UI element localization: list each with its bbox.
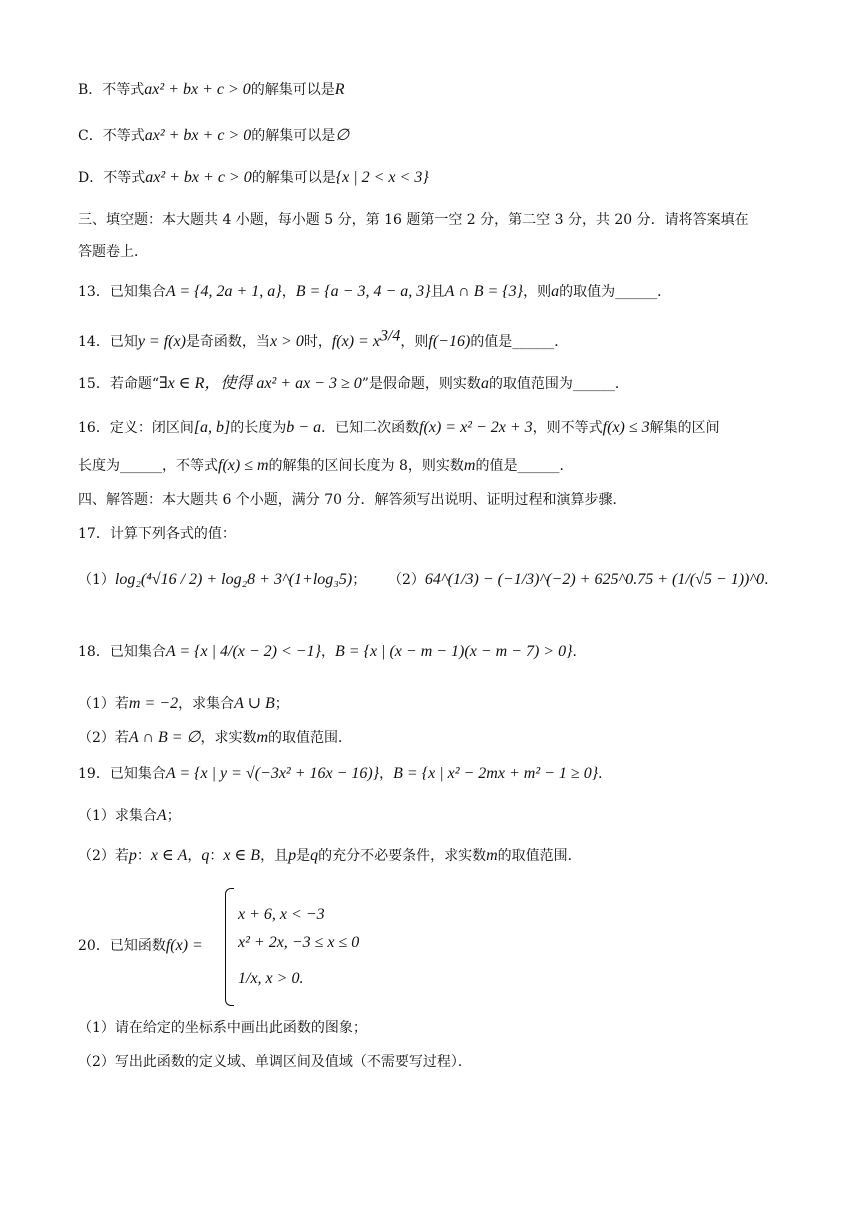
question-20-part-1: （1）请在给定的坐标系中画出此函数的图象； xyxy=(78,1020,367,1036)
question-18-part-1: （1）若m = −2，求集合A ∪ B； xyxy=(78,695,289,712)
case-1: x + 6, x < −3 xyxy=(238,906,325,923)
section-3-heading-cont: 答题卷上． xyxy=(78,244,148,260)
question-14: 14．已知y = f(x)是奇函数，当x > 0时，$f(x) = x^{3/4}$，则f(−16)的值是______． xyxy=(78,327,569,350)
option-d: D．不等式ax² + bx + c > 0的解集可以是{x | 2 < x < 3} xyxy=(78,169,429,186)
question-16-cont: 长度为______，不等式f(x) ≤ m的解集的区间长度为 8，则实数m的值是______． xyxy=(78,457,574,474)
option-b: B．不等式ax² + bx + c > 0的解集可以是R xyxy=(78,81,345,98)
question-13: 13．已知集合A = {4, 2a + 1, a}，B = {a − 3, 4 − a, 3}且A ∩ B = {3}，则a的取值为______． xyxy=(78,283,672,300)
question-15: 15．若命题“∃x ∈ R，使得 ax² + ax − 3 ≥ 0”是假命题，则实数a的取值范围为______． xyxy=(78,375,629,392)
section-3-heading: 三、填空题：本大题共 4 小题，每小题 5 分，第 16 题第一空 2 分，第二空 3 分，共 20 分．请将答案填在 xyxy=(78,212,749,228)
case-2: x² + 2x, −3 ≤ x ≤ 0 xyxy=(238,934,360,951)
question-18-part-2: （2）若A ∩ B = ∅，求实数m的取值范围． xyxy=(78,729,353,746)
question-19: 19．已知集合A = {x | y = √(−3x² + 16x − 16)}，B = {x | x² − 2mx + m² − 1 ≥ 0}． xyxy=(78,765,613,782)
section-4-heading: 四、解答题：本大题共 6 个小题，满分 70 分．解答须写出说明、证明过程和演算步骤． xyxy=(78,492,627,508)
piecewise-cases xyxy=(228,888,388,1004)
question-17-part-2: （2）64^(1/3) − (−1/3)^(−2) + 625^0.75 + (1/(√5 − 1))^0． xyxy=(388,571,779,588)
question-17-part-1: （1）log₂(⁴√16 / 2) + log₂8 + 3^(1+log₃5)； xyxy=(78,571,367,588)
question-17: 17．计算下列各式的值： xyxy=(78,526,236,542)
question-18: 18．已知集合A = {x | 4/(x − 2) < −1}，B = {x | (x − m − 1)(x − m − 7) > 0}． xyxy=(78,643,587,660)
option-c: C．不等式ax² + bx + c > 0的解集可以是∅ xyxy=(78,127,350,144)
question-20-part-2: （2）写出此函数的定义域、单调区间及值域（不需要写过程）． xyxy=(78,1054,472,1070)
question-16: 16．定义：闭区间[a, b]的长度为b − a．已知二次函数f(x) = x² − 2x + 3，则不等式f(x) ≤ 3解集的区间 xyxy=(78,419,720,436)
question-19-part-2: （2）若p：x ∈ A，q：x ∈ B，且p是q的充分不必要条件，求实数m的取值范围． xyxy=(78,847,582,864)
case-3: 1/x, x > 0. xyxy=(238,970,304,987)
question-19-part-1: （1）求集合A； xyxy=(78,807,181,824)
question-20: 20．已知函数f(x) = xyxy=(78,937,203,954)
